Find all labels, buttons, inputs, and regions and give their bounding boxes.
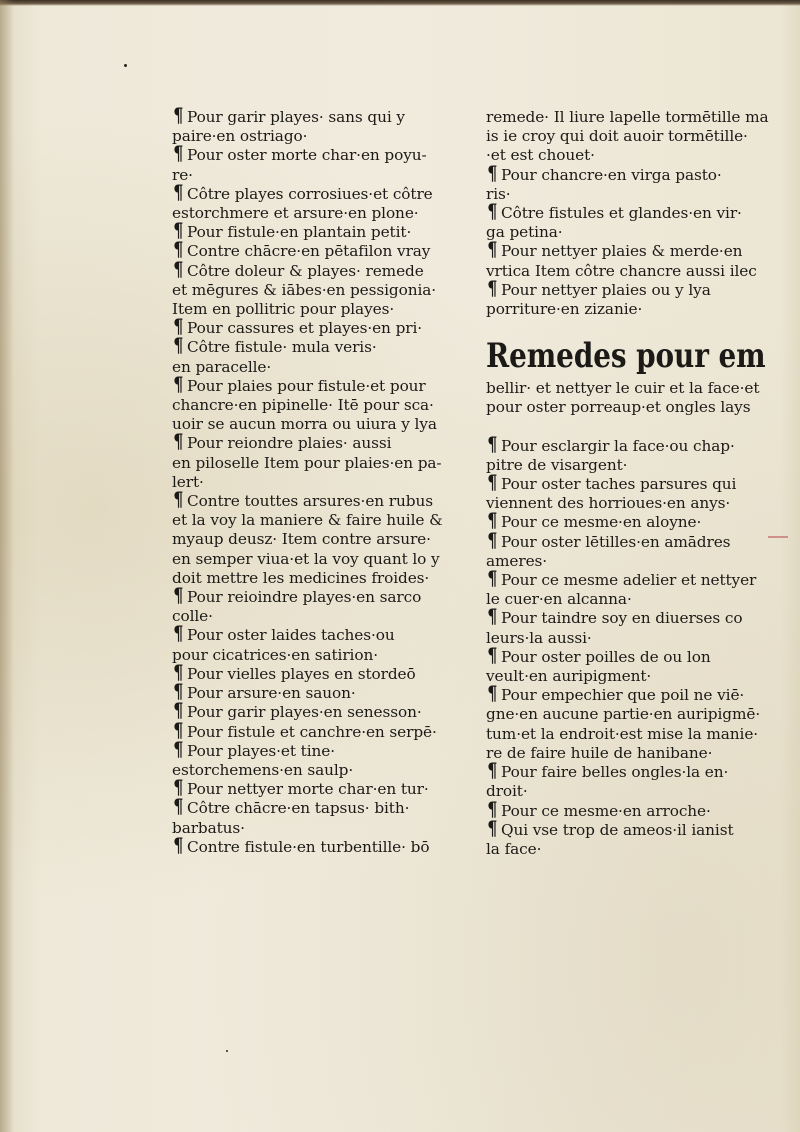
text-line-content: estorchmere et arsure·en plone· (172, 204, 419, 223)
text-line-content: tum·et la endroit·est mise la manie· (486, 724, 759, 743)
text-line-content: estorchemens·en saulp· (172, 760, 354, 779)
text-line-content: Côtre playes corrosiues·et côtre (187, 184, 433, 203)
right-column-top (486, 108, 770, 319)
text-line-content: en semper viua·et la voy quant lo y (172, 549, 440, 568)
pilcrow-icon: ¶ (487, 642, 498, 667)
remedy-entry (172, 218, 468, 243)
pilcrow-icon: ¶ (487, 527, 498, 552)
pilcrow-icon: ¶ (173, 775, 184, 800)
pilcrow-icon: ¶ (173, 794, 184, 819)
text-line-content: viennent des horrioues·en anys· (486, 494, 731, 513)
remedy-entry (172, 717, 468, 742)
remedy-entry (172, 256, 468, 320)
text-line (172, 141, 468, 166)
text-line (172, 530, 468, 549)
remedy-entry (486, 796, 770, 821)
text-line (172, 371, 468, 396)
pilcrow-icon: ¶ (173, 736, 184, 761)
remedy-entry (172, 141, 468, 184)
text-line-content: Pour chancre·en virga pasto· (501, 165, 722, 184)
text-line (486, 431, 770, 456)
text-line (486, 223, 770, 242)
pilcrow-icon: ¶ (487, 758, 498, 783)
remedy-entry (172, 794, 468, 837)
text-line-content: Côtre fistules et glandes·en vir· (501, 204, 742, 223)
text-line: pour oster porreaup·et ongles lays (486, 398, 751, 417)
text-line (486, 262, 770, 281)
left-column (172, 103, 468, 857)
remedy-entry (172, 333, 468, 376)
pilcrow-icon: ¶ (173, 698, 184, 723)
text-line (486, 566, 770, 591)
text-line (172, 832, 468, 857)
text-line (486, 456, 770, 475)
text-line (486, 667, 770, 686)
text-line (486, 642, 770, 667)
text-line-content: myaup deusz· Item contre arsure· (172, 530, 431, 549)
text-line (172, 607, 468, 626)
text-line (172, 333, 468, 358)
text-line (486, 705, 770, 724)
text-line (172, 646, 468, 665)
text-line-content: Pour reiondre plaies· aussi (187, 434, 392, 453)
text-line (172, 396, 468, 415)
text-line-content: vrtica Item côtre chancre aussi ilec (486, 261, 757, 280)
text-line (172, 569, 468, 588)
text-line-content: Contre touttes arsures·en rubus (187, 492, 433, 511)
text-line-content: Pour ce mesme·en arroche· (501, 801, 711, 820)
text-line-content: Pour garir playes·en senesson· (187, 703, 422, 722)
remedy-entry (486, 566, 770, 609)
text-line (172, 300, 468, 319)
text-line-content: Pour ce mesme adelier et nettyer (501, 571, 757, 590)
pilcrow-icon: ¶ (173, 487, 184, 512)
right-column (486, 108, 770, 859)
pilcrow-icon: ¶ (173, 717, 184, 742)
text-line (172, 103, 468, 127)
text-line-content: Pour arsure·en sauon· (187, 684, 356, 703)
ink-speck (124, 64, 127, 67)
text-line-content: Pour vielles playes en stordeō (187, 664, 416, 683)
text-line (486, 300, 770, 319)
remedy-entry (172, 429, 468, 492)
remedy-entry (486, 508, 770, 533)
text-line-content: lert· (172, 472, 204, 491)
pilcrow-icon: ¶ (487, 508, 498, 533)
text-line (172, 659, 468, 684)
text-line-content: Côtre doleur & playes· remede (187, 261, 424, 280)
text-line-content: Pour playes·et tine· (187, 741, 335, 760)
text-line (486, 275, 770, 300)
text-line (172, 179, 468, 204)
remedy-entry (486, 527, 770, 571)
text-line-content: Pour oster taches parsures qui (501, 475, 737, 494)
text-line-content: Pour reioindre playes·en sarco (187, 588, 422, 607)
pilcrow-icon: ¶ (173, 141, 184, 166)
remedy-entry (486, 431, 770, 475)
text-line (172, 487, 468, 512)
pilcrow-icon: ¶ (487, 470, 498, 495)
pilcrow-icon: ¶ (173, 429, 184, 454)
text-line-content: Pour ce mesme·en aloyne· (501, 513, 702, 532)
text-line-content: la face· (486, 839, 542, 858)
pilcrow-icon: ¶ (173, 679, 184, 704)
text-line (172, 218, 468, 243)
text-line (172, 454, 468, 473)
text-line (172, 314, 468, 339)
text-line-content: porriture·en zizanie· (486, 300, 643, 319)
text-line-content: Pour garir playes· sans qui y (187, 108, 405, 126)
pilcrow-icon: ¶ (173, 237, 184, 262)
remedy-entry (172, 832, 468, 857)
text-line (172, 256, 468, 281)
section-subheading (486, 379, 770, 417)
text-line (486, 237, 770, 262)
remedy-entry (172, 679, 468, 704)
text-line (486, 590, 770, 609)
text-line (172, 736, 468, 761)
text-line (486, 604, 770, 629)
text-line-content: Item en pollitric pour playes· (172, 300, 395, 319)
remedy-entry (486, 237, 770, 280)
text-line (486, 185, 770, 204)
remedy-entry (486, 275, 770, 319)
pilcrow-icon: ¶ (173, 256, 184, 281)
remedy-entry (486, 681, 770, 763)
text-line (172, 794, 468, 819)
remedy-entry (172, 103, 468, 146)
text-line (172, 415, 468, 434)
pilcrow-icon: ¶ (487, 160, 498, 185)
text-line-content: Pour oster morte char·en poyu- (187, 146, 427, 165)
text-line-content: Pour fistule·en plantain petit· (187, 223, 412, 242)
remedy-entry (172, 698, 468, 723)
text-line (172, 717, 468, 742)
text-line-content: Côtre chācre·en tapsus· bith· (187, 799, 410, 818)
text-line-content: veult·en auripigment· (486, 667, 652, 686)
text-line-content: paire·en ostriago· (172, 127, 308, 146)
pilcrow-icon: ¶ (173, 832, 184, 857)
pilcrow-icon: ¶ (173, 333, 184, 358)
text-line-content: Pour oster poilles de ou lon (501, 647, 711, 666)
text-line (486, 782, 770, 801)
right-column-bottom (486, 431, 770, 859)
remedy-entry (486, 108, 770, 166)
text-line-content: droit· (486, 782, 528, 801)
page-top-edge (0, 0, 800, 6)
text-line-content: en piloselle Item pour plaies·en pa- (172, 453, 442, 472)
pilcrow-icon: ¶ (487, 566, 498, 591)
text-line (486, 840, 770, 859)
text-line-content: Pour nettyer plaies & merde·en (501, 242, 743, 261)
pilcrow-icon: ¶ (487, 815, 498, 840)
remedy-entry (172, 314, 468, 339)
text-line-content: remede· Il liure lapelle tormētille ma (486, 108, 769, 126)
text-line-content: Pour faire belles ongles·la en· (501, 763, 729, 782)
text-line (172, 127, 468, 146)
text-line: bellir· et nettyer le cuir et la face·et (486, 379, 760, 398)
pilcrow-icon: ¶ (487, 681, 498, 706)
text-line (486, 552, 770, 571)
text-line-content: ameres· (486, 551, 548, 570)
text-line (172, 473, 468, 492)
text-line-content: barbatus· (172, 818, 245, 837)
remedy-entry (486, 815, 770, 859)
text-line (486, 146, 770, 165)
text-line-content: re· (172, 165, 193, 184)
text-line-content: ga petina· (486, 223, 563, 242)
text-line-content: Qui vse trop de ameos·il ianist (501, 820, 734, 839)
text-line (486, 796, 770, 821)
text-line (172, 761, 468, 780)
text-line (486, 160, 770, 185)
remedy-entry (172, 371, 468, 435)
text-line (172, 550, 468, 569)
text-line-content: doit mettre les medicines froides· (172, 568, 430, 587)
text-line-content: uoir se aucun morra ou uiura y lya (172, 415, 437, 434)
text-line (172, 237, 468, 262)
text-line (486, 527, 770, 552)
pilcrow-icon: ¶ (487, 237, 498, 262)
pilcrow-icon: ¶ (173, 583, 184, 608)
text-line (172, 775, 468, 800)
pilcrow-icon: ¶ (487, 199, 498, 224)
text-line-content: leurs·la aussi· (486, 628, 592, 647)
remedy-entry (172, 659, 468, 684)
text-line-content: Pour cassures et playes·en pri· (187, 319, 423, 338)
text-line-content: Pour oster laides taches·ou (187, 626, 395, 645)
text-line-content: colle· (172, 607, 213, 626)
remedy-entry (172, 179, 468, 223)
text-line (486, 758, 770, 783)
text-line (172, 511, 468, 530)
remedy-entry (486, 160, 770, 204)
text-line-content: Côtre fistule· mula veris· (187, 338, 377, 357)
text-line-content: pour cicatrices·en satirion· (172, 645, 378, 664)
remedy-entry (172, 487, 468, 588)
pilcrow-icon: ¶ (173, 659, 184, 684)
pilcrow-icon: ¶ (173, 621, 184, 646)
margin-mark (768, 536, 788, 538)
pilcrow-icon: ¶ (487, 275, 498, 300)
remedy-entry (486, 642, 770, 686)
text-line-content: et mēgures & iābes·en pessigonia· (172, 280, 437, 299)
pilcrow-icon: ¶ (487, 431, 498, 456)
remedy-entry (172, 237, 468, 262)
text-line-content: gne·en aucune partie·en auripigmē· (486, 705, 761, 724)
text-line (486, 815, 770, 840)
text-line (172, 621, 468, 646)
text-line (172, 204, 468, 223)
text-line-content: et la voy la maniere & faire huile & (172, 511, 443, 530)
text-line (486, 744, 770, 763)
text-line (486, 629, 770, 648)
text-line-content: ·et est chouet· (486, 146, 595, 165)
text-line (172, 583, 468, 608)
text-line (172, 679, 468, 704)
text-line-content: le cuer·en alcanna· (486, 590, 632, 609)
text-line-content: pitre de visargent· (486, 455, 628, 474)
text-line-content: en paracelle· (172, 357, 272, 376)
text-line-content: Pour esclargir la face·ou chap· (501, 436, 735, 455)
text-line (486, 199, 770, 224)
pilcrow-icon: ¶ (173, 314, 184, 339)
text-line (486, 127, 770, 146)
text-line-content: Pour empechier que poil ne viē· (501, 686, 745, 705)
text-line (486, 725, 770, 744)
text-line-content: Pour fistule et canchre·en serpē· (187, 722, 437, 741)
text-line (172, 166, 468, 185)
text-line (486, 681, 770, 706)
page-binding-shadow (0, 0, 14, 1132)
remedy-entry (172, 621, 468, 664)
text-line (172, 698, 468, 723)
text-line-content: ris· (486, 184, 511, 203)
text-line (486, 494, 770, 513)
text-line (172, 429, 468, 454)
section-heading: Remedes pour em (486, 336, 766, 377)
text-line (172, 281, 468, 300)
remedy-entry (486, 470, 770, 513)
text-line (172, 819, 468, 838)
text-line-content: chancre·en pipinelle· Itē pour sca· (172, 396, 434, 415)
text-line (486, 108, 770, 127)
text-line-content: Pour plaies pour fistule·et pour (187, 376, 426, 395)
pilcrow-icon: ¶ (173, 179, 184, 204)
remedy-entry (486, 199, 770, 242)
text-line (486, 470, 770, 495)
remedy-entry (486, 604, 770, 647)
pilcrow-icon: ¶ (487, 604, 498, 629)
ink-speck (226, 1050, 228, 1052)
pilcrow-icon: ¶ (173, 371, 184, 396)
text-line-content: Pour nettyer plaies ou y lya (501, 280, 711, 299)
text-line-content: Pour oster lētilles·en amādres (501, 532, 731, 551)
remedy-entry (486, 758, 770, 801)
pilcrow-icon: ¶ (487, 796, 498, 821)
remedy-entry (172, 583, 468, 626)
remedy-entry (172, 775, 468, 800)
text-line-content: Pour taindre soy en diuerses co (501, 609, 743, 628)
text-line-content: is ie croy qui doit auoir tormētille· (486, 127, 748, 146)
text-line-content: re de faire huile de hanibane· (486, 743, 713, 762)
pilcrow-icon: ¶ (173, 103, 184, 127)
text-line (486, 508, 770, 533)
text-line-content: Pour nettyer morte char·en tur· (187, 780, 429, 799)
text-line-content: Contre chācre·en pētafilon vray (187, 242, 431, 261)
text-line-content: Contre fistule·en turbentille· bō (187, 837, 430, 856)
text-line (172, 358, 468, 377)
pilcrow-icon: ¶ (173, 218, 184, 243)
remedy-entry (172, 736, 468, 780)
